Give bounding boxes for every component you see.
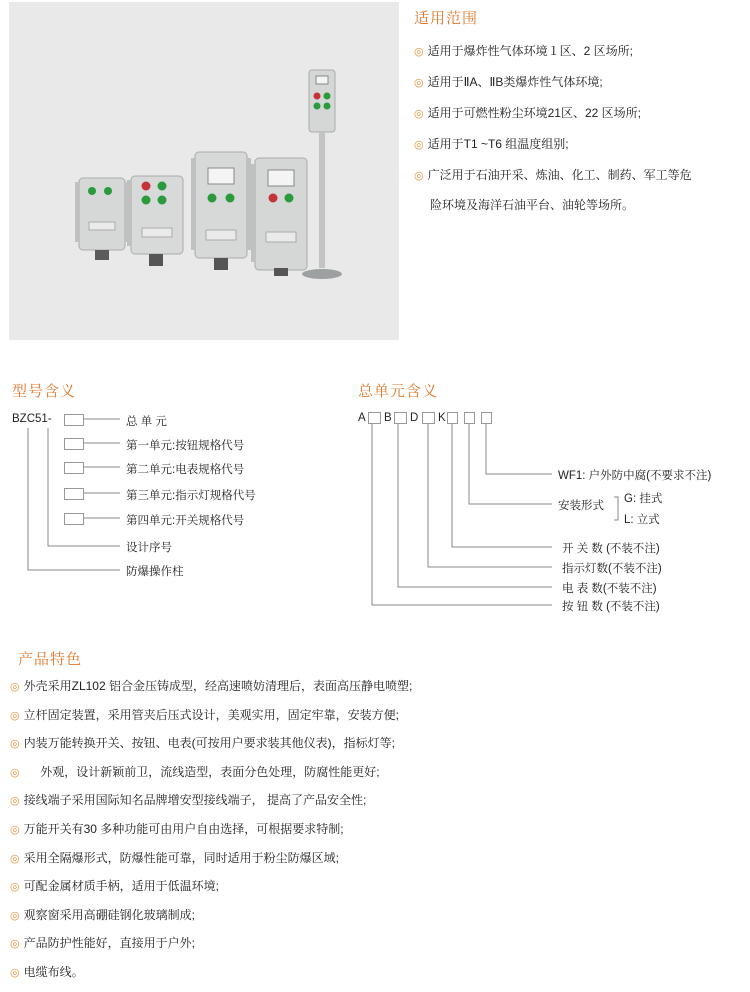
- total-unit-title: 总单元含义: [358, 383, 439, 400]
- feature-item: ◎ 立杆固定装置，采用管夹后压式设计，美观实用，固定牢靠，安装方便;: [10, 707, 399, 722]
- code-box: [368, 412, 381, 424]
- label-meter-count: 电 表 数(不装不注): [562, 583, 657, 595]
- model-label-serial: 设计序号: [126, 542, 172, 554]
- code-d: D: [410, 412, 419, 424]
- model-label-unit2: 第二单元:电表规格代号: [126, 464, 245, 476]
- bullet-icon: ◎: [10, 709, 20, 722]
- bullet-icon: ◎: [10, 766, 20, 779]
- scope-title: 适用范围: [414, 10, 479, 27]
- bullet-icon: ◎: [10, 681, 20, 693]
- label-switch-count: 开 关 数 (不装不注): [562, 543, 660, 555]
- model-prefix: BZC51-: [12, 413, 52, 425]
- bullet-icon: ◎: [10, 823, 20, 836]
- scope-item: ◎ 适用于ⅡA、ⅡB类爆炸性气体环境;: [414, 75, 603, 89]
- code-box: [394, 412, 407, 424]
- bullet-icon: ◎: [10, 938, 20, 951]
- features-list: [10, 677, 740, 992]
- feature-item: ◎ 产品防护性能好，直接用于户外;: [10, 936, 195, 951]
- bullet-icon: ◎: [414, 108, 424, 120]
- scope-item: ◎ 适用于爆炸性气体环境１区、2 区场所;: [414, 44, 633, 58]
- code-box: [422, 412, 435, 424]
- bullet-icon: ◎: [414, 46, 424, 58]
- bullet-icon: ◎: [10, 852, 20, 865]
- scope-item: ◎ 适用于可燃性粉尘环境21区、22 区场所;: [414, 106, 641, 120]
- code-box: [464, 412, 475, 424]
- bullet-icon: ◎: [10, 738, 20, 751]
- model-label-pillar: 防爆操作柱: [126, 566, 184, 578]
- feature-item: ◎ 万能开关有30 多种功能可由用户自由选择，可根据要求特制;: [10, 821, 344, 836]
- bullet-icon: ◎: [414, 139, 424, 151]
- feature-item: ◎ 外壳采用ZL102 铝合金压铸成型，经高速喷妨清理后，表面高压静电喷塑;: [10, 679, 413, 693]
- bullet-icon: ◎: [10, 881, 20, 894]
- model-label-unit1: 第一单元:按钮规格代号: [126, 440, 245, 452]
- bullet-icon: ◎: [414, 170, 424, 182]
- label-standing: L: 立式: [624, 514, 660, 526]
- scope-item-continued: 险环境及海洋石油平台、油轮等场所。: [430, 198, 635, 212]
- bullet-icon: ◎: [10, 795, 20, 808]
- feature-item: ◎ 可配金属材质手柄，适用于低温环境;: [10, 879, 219, 894]
- bullet-icon: ◎: [10, 909, 20, 922]
- feature-item: ◎ 内装万能转换开关、按钮、电表(可按用户要求装其他仪表)，指标灯等;: [10, 736, 395, 751]
- feature-item: ◎ 外观，设计新颖前卫，流线造型，表面分色处理，防腐性能更好;: [10, 764, 380, 779]
- feature-item: ◎ 电缆布线。: [10, 964, 84, 979]
- features-title: 产品特色: [18, 651, 83, 668]
- code-box: [481, 412, 492, 424]
- label-hanging: G: 挂式: [624, 493, 663, 505]
- code-a: A: [358, 412, 366, 424]
- feature-item: ◎ 接线端子采用国际知名品牌增安型接线端子， 提高了产品安全性;: [10, 793, 367, 808]
- model-label-total: 总 单 元: [126, 416, 167, 428]
- feature-item: ◎ 观察窗采用高硼硅钢化玻璃制成;: [10, 907, 195, 922]
- bullet-icon: ◎: [10, 966, 20, 979]
- model-label-unit3: 第三单元:指示灯规格代号: [126, 490, 256, 502]
- code-box: [447, 412, 458, 424]
- model-title: 型号含义: [12, 383, 77, 400]
- code-k: K: [438, 412, 446, 424]
- scope-item: ◎ 适用于T1 ~T6 组温度组别;: [414, 137, 569, 151]
- feature-item: ◎ 采用全隔爆形式，防爆性能可靠，同时适用于粉尘防爆区域;: [10, 850, 339, 865]
- scope-item: ◎ 广泛用于石油开采、炼油、化工、制药、军工等危: [414, 168, 692, 182]
- label-lamp-count: 指示灯数(不装不注): [562, 563, 662, 575]
- bullet-icon: ◎: [414, 77, 424, 89]
- label-button-count: 按 钮 数 (不装不注): [562, 601, 660, 613]
- code-b: B: [384, 412, 392, 424]
- label-install: 安装形式: [558, 500, 604, 512]
- label-wf1: WF1: 户外防中腐(不要求不注): [558, 470, 712, 482]
- model-label-unit4: 第四单元:开关规格代号: [126, 515, 245, 527]
